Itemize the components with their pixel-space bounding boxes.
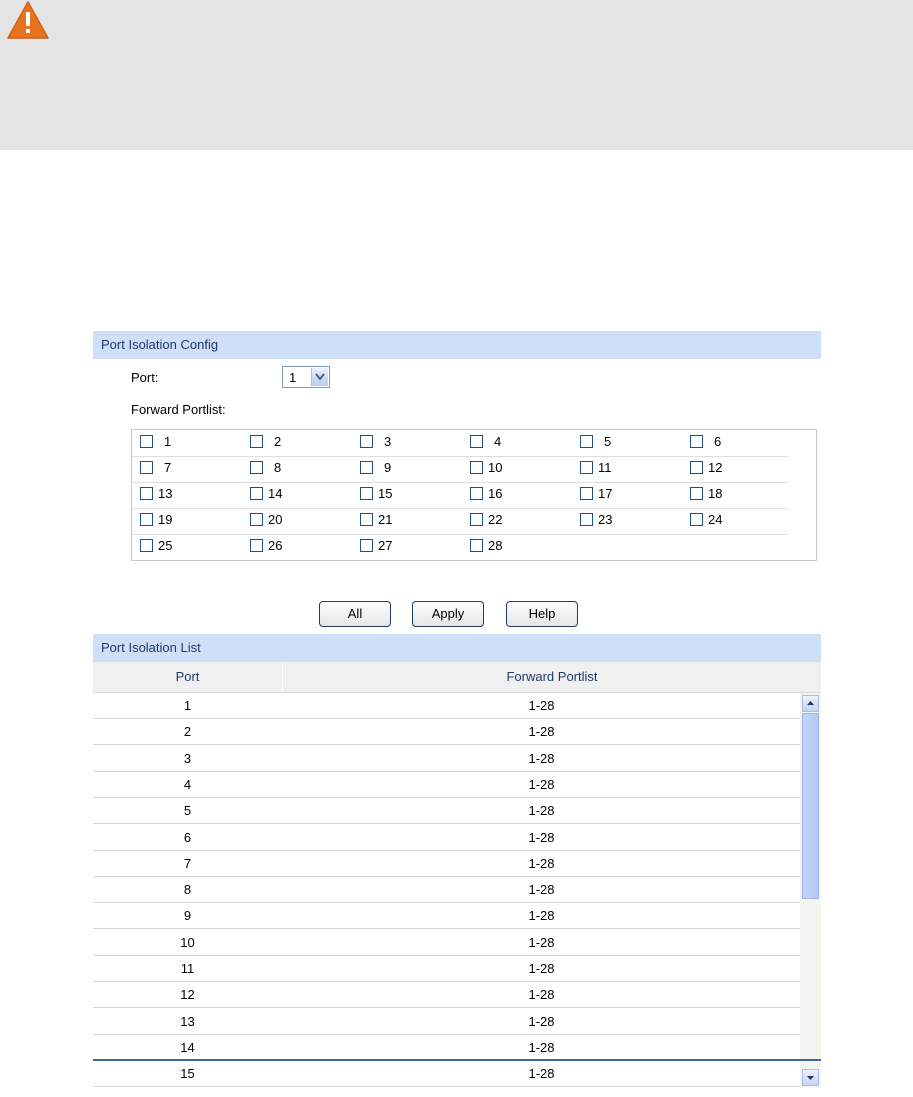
port-number-label: 22 [488, 512, 503, 527]
port-checkbox[interactable] [250, 539, 263, 552]
port-number-label: 10 [488, 460, 503, 475]
port-row [132, 508, 788, 535]
cell-port: 3 [183, 750, 192, 766]
port-number-label: 28 [488, 538, 503, 553]
table-row[interactable] [93, 982, 800, 1008]
column-header-forward-portlist: Forward Portlist [506, 669, 598, 684]
port-row [132, 430, 788, 457]
cell-port: 12 [180, 987, 195, 1003]
cell-forward-portlist: 1-28 [528, 908, 555, 924]
cell-forward-portlist: 1-28 [528, 855, 555, 871]
warning-banner [0, 0, 913, 150]
port-checkbox[interactable] [580, 461, 593, 474]
port-checkbox[interactable] [470, 487, 483, 500]
port-row [132, 482, 788, 509]
port-checkbox[interactable] [140, 513, 153, 526]
port-checkbox[interactable] [470, 461, 483, 474]
cell-forward-portlist: 1-28 [528, 829, 555, 845]
config-panel-title: Port Isolation Config [93, 331, 821, 359]
port-number-label: 5 [604, 434, 612, 449]
port-checkbox[interactable] [690, 513, 703, 526]
port-number-label: 23 [598, 512, 613, 527]
port-number-label: 1 [164, 434, 172, 449]
port-number-label: 16 [488, 486, 503, 501]
port-checkbox[interactable] [250, 513, 263, 526]
port-number-label: 6 [714, 434, 722, 449]
cell-forward-portlist: 1-28 [528, 1013, 555, 1029]
cell-forward-portlist: 1-28 [528, 724, 555, 740]
port-checkbox[interactable] [140, 461, 153, 474]
port-number-label: 3 [384, 434, 392, 449]
table-row[interactable] [93, 746, 800, 772]
table-row[interactable] [93, 693, 800, 719]
port-number-label: 21 [378, 512, 393, 527]
port-checkbox[interactable] [360, 461, 373, 474]
all-button[interactable]: All [319, 601, 391, 627]
cell-port: 8 [183, 882, 192, 898]
port-checkbox[interactable] [690, 461, 703, 474]
port-isolation-list-panel [93, 634, 821, 1090]
scroll-up-arrow-icon[interactable] [802, 695, 819, 712]
cell-forward-portlist: 1-28 [528, 698, 555, 713]
cell-forward-portlist: 1-28 [528, 776, 555, 792]
port-number-label: 18 [708, 486, 723, 501]
cell-port: 2 [183, 724, 192, 740]
port-checkbox[interactable] [580, 487, 593, 500]
cell-port: 13 [180, 1013, 195, 1029]
cell-port: 11 [180, 961, 195, 976]
table-row[interactable] [93, 825, 800, 851]
port-number-label: 27 [378, 538, 393, 553]
cell-forward-portlist: 1-28 [528, 1066, 555, 1082]
port-checkbox[interactable] [360, 435, 373, 448]
cell-forward-portlist: 1-28 [528, 987, 555, 1003]
port-checkbox[interactable] [250, 435, 263, 448]
port-checkbox[interactable] [140, 435, 153, 448]
port-number-label: 26 [268, 538, 283, 553]
port-checkbox[interactable] [580, 435, 593, 448]
cell-port: 1 [183, 698, 192, 713]
chevron-down-icon[interactable] [311, 368, 328, 386]
vertical-scrollbar[interactable] [800, 693, 821, 1088]
port-label: Port: [131, 370, 159, 385]
table-row[interactable] [93, 851, 800, 877]
port-number-label: 19 [158, 512, 173, 527]
port-checkbox[interactable] [360, 487, 373, 500]
cell-port: 7 [183, 855, 192, 871]
warning-icon [6, 0, 50, 40]
port-row [132, 534, 788, 560]
column-header-port: Port [93, 662, 283, 692]
cell-forward-portlist: 1-28 [528, 750, 555, 766]
port-number-label: 14 [268, 486, 283, 501]
port-select-value: 1 [289, 370, 297, 385]
list-panel-title: Port Isolation List [93, 634, 821, 662]
list-body [93, 693, 821, 1088]
port-checkbox[interactable] [140, 487, 153, 500]
port-number-label: 2 [274, 434, 282, 449]
cell-port: 14 [180, 1039, 195, 1055]
list-header [93, 662, 821, 693]
table-row[interactable] [93, 1009, 800, 1035]
port-number-label: 8 [274, 460, 282, 475]
cell-port: 6 [183, 829, 192, 845]
port-number-label: 13 [158, 486, 173, 501]
table-row[interactable] [93, 956, 800, 982]
port-number-label: 12 [708, 460, 723, 475]
cell-port: 15 [180, 1066, 195, 1082]
port-number-label: 9 [384, 460, 392, 475]
port-checkbox[interactable] [580, 513, 593, 526]
cell-port: 4 [183, 776, 192, 792]
port-checkbox[interactable] [690, 435, 703, 448]
cell-port: 5 [183, 803, 192, 819]
table-row[interactable] [93, 877, 800, 903]
port-number-label: 25 [158, 538, 173, 553]
port-checkbox[interactable] [470, 539, 483, 552]
port-checkbox[interactable] [690, 487, 703, 500]
port-number-label: 24 [708, 512, 723, 527]
scrollbar-thumb[interactable] [802, 713, 819, 899]
port-number-label: 7 [164, 460, 172, 475]
port-isolation-config-panel [93, 331, 821, 621]
table-row[interactable] [93, 1035, 800, 1061]
port-number-label: 4 [494, 434, 502, 449]
cell-forward-portlist: 1-28 [528, 934, 555, 950]
port-checkbox[interactable] [470, 513, 483, 526]
table-row[interactable] [93, 719, 800, 745]
port-checkbox[interactable] [250, 461, 263, 474]
table-row[interactable] [93, 1061, 800, 1087]
table-row[interactable] [93, 798, 800, 824]
port-number-label: 15 [378, 486, 393, 501]
cell-port: 10 [180, 934, 195, 950]
port-number-label: 17 [598, 486, 613, 501]
cell-port: 9 [183, 908, 192, 924]
forward-portlist-grid [131, 429, 817, 561]
port-checkbox[interactable] [470, 435, 483, 448]
port-checkbox[interactable] [360, 513, 373, 526]
list-bottom-border [93, 1059, 821, 1061]
scroll-down-arrow-icon[interactable] [802, 1069, 819, 1086]
cell-forward-portlist: 1-28 [528, 1039, 555, 1055]
port-checkbox[interactable] [140, 539, 153, 552]
help-button[interactable]: Help [506, 601, 578, 627]
cell-forward-portlist: 1-28 [528, 882, 555, 898]
port-select[interactable] [282, 366, 330, 388]
table-row[interactable] [93, 903, 800, 929]
table-row[interactable] [93, 772, 800, 798]
port-row [132, 456, 788, 483]
port-number-label: 20 [268, 512, 283, 527]
cell-forward-portlist: 1-28 [528, 803, 555, 819]
port-checkbox[interactable] [360, 539, 373, 552]
port-checkbox[interactable] [250, 487, 263, 500]
apply-button[interactable]: Apply [412, 601, 484, 627]
cell-forward-portlist: 1-28 [528, 961, 555, 976]
forward-portlist-label: Forward Portlist: [131, 402, 226, 417]
table-row[interactable] [93, 930, 800, 956]
port-number-label: 11 [598, 460, 612, 475]
